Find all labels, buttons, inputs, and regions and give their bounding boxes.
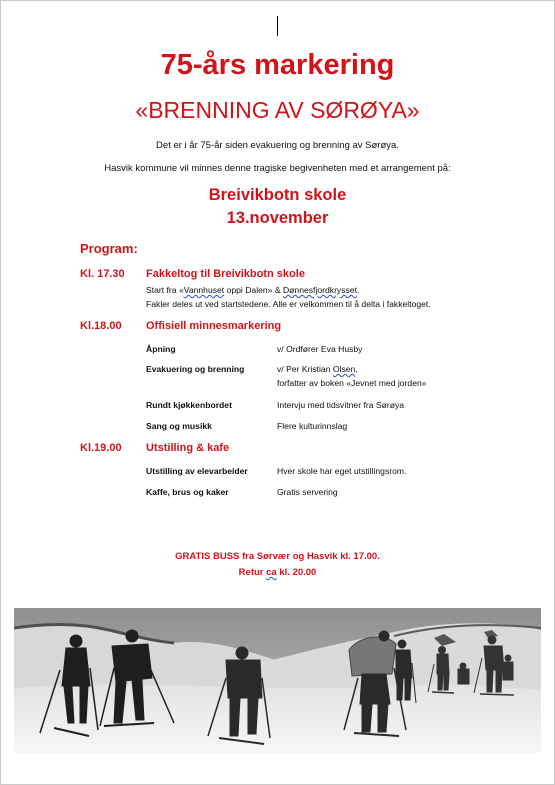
program-item-value-2: forfatter av boken «Jevnet med jorden» bbox=[277, 378, 427, 388]
bus-info-line-2: Retur ca kl. 20.00 bbox=[238, 567, 317, 578]
event-heading-3: Utstilling & kafe bbox=[146, 442, 230, 454]
page-subtitle: «BRENNING AV SØRØYA» bbox=[135, 97, 420, 123]
program-item-label: Rundt kjøkkenbordet bbox=[146, 400, 232, 410]
program-item-label: Åpning bbox=[146, 344, 176, 354]
program-item-label: Evakuering og brenning bbox=[146, 364, 245, 374]
venue: Breivikbotn skole bbox=[208, 186, 347, 204]
program-item-value: Hver skole har eget utstillingsrom. bbox=[277, 466, 407, 476]
program-item-value: Flere kulturinnslag bbox=[277, 421, 348, 431]
program-label: Program: bbox=[80, 241, 138, 256]
event-time-3: Kl.19.00 bbox=[80, 442, 122, 454]
event-date: 13.november bbox=[226, 209, 329, 227]
page-title: 75-års markering bbox=[160, 49, 395, 81]
event-heading-1: Fakkeltog til Breivikbotn skole bbox=[146, 268, 305, 280]
program-item-label: Sang og musikk bbox=[146, 421, 212, 431]
program-item-label: Kaffe, brus og kaker bbox=[146, 487, 229, 497]
intro-line-2: Hasvik kommune vil minnes denne tragiske begivenheten med et arrangement på: bbox=[104, 163, 451, 174]
historic-skiers-photo bbox=[14, 608, 541, 753]
intro-line-1: Det er i år 75-år siden evakuering og brenning av Sørøya. bbox=[156, 140, 399, 151]
event-1-info-line: Fakler deles ut ved startstedene. Alle er velkommen til å delta i fakkeltoget. bbox=[146, 299, 431, 309]
event-time-1: Kl. 17.30 bbox=[80, 268, 125, 280]
program-item-value: v/ Per Kristian Olsen, bbox=[277, 364, 358, 374]
event-heading-2: Offisiell minnesmarkering bbox=[146, 320, 282, 332]
program-item-value: Gratis servering bbox=[277, 487, 338, 497]
program-item-value: v/ Ordfører Eva Husby bbox=[277, 344, 363, 354]
text-cursor bbox=[277, 16, 278, 36]
program-item-value: Intervju med tidsvitner fra Sørøya bbox=[277, 400, 405, 410]
bus-info-line-1: GRATIS BUSS fra Sørvær og Hasvik kl. 17.00. bbox=[175, 551, 380, 562]
program-item-label: Utstilling av elevarbeider bbox=[146, 466, 248, 476]
event-1-start-line: Start fra «Vannhuset oppi Dalen» & Dønnesfjordkrysset. bbox=[146, 285, 360, 295]
event-time-2: Kl.18.00 bbox=[80, 320, 122, 332]
